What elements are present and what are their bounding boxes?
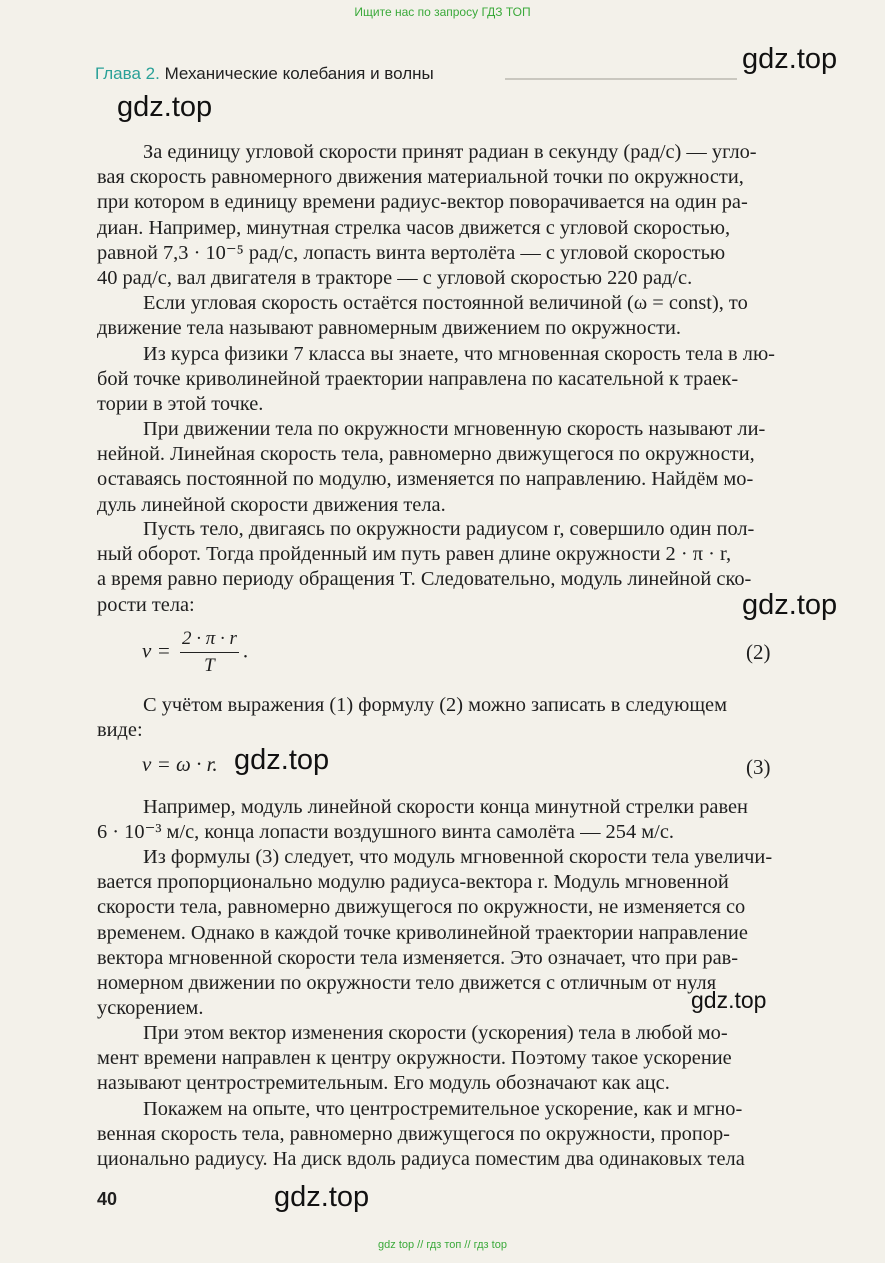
paragraph (97, 417, 872, 518)
text-line: За единицу угловой скорости принят радиан в секунду (рад/с) — угло- (143, 141, 757, 163)
paragraph (97, 517, 872, 618)
text-line: оставаясь постоянной по модулю, изменяется по направлению. Найдём мо- (97, 468, 754, 491)
text-line: мент времени направлен к центру окружности. Поэтому такое ускорение (97, 1047, 732, 1070)
paragraph (97, 845, 872, 1021)
text-line: венная скорость тела, равномерно движущегося по окружности, пропор- (97, 1123, 730, 1146)
text-line: ный оборот. Тогда пройденный им путь равен длине окружности 2 · π · r, (97, 543, 732, 566)
text-line: Покажем на опыте, что центростремительное ускорение, как и мгно- (143, 1098, 743, 1120)
watermark: gdz.top (742, 589, 838, 621)
paragraph (97, 1021, 872, 1097)
chapter-number: Глава 2. (95, 64, 160, 83)
text-line: движение тела называют равномерным движением по окружности. (97, 317, 681, 340)
text-line: вектора мгновенной скорости тела изменяется. Это означает, что при рав- (97, 946, 739, 969)
text-line: рости тела: (97, 593, 195, 616)
formula-2 (142, 628, 248, 677)
text-line: 6 · 10⁻³ м/с, конца лопасти воздушного винта самолёта — 254 м/с. (97, 821, 674, 844)
text-line: ционально радиусу. На диск вдоль радиуса поместим два одинаковых тела (97, 1148, 745, 1171)
watermark: gdz.top (117, 91, 213, 123)
formula-expression: v = ω · r. (142, 752, 218, 776)
bottom-banner[interactable]: gdz top // гдз топ // гдз top (378, 1239, 507, 1251)
text-line: 40 рад/с, вал двигателя в тракторе — с угловой скоростью 220 рад/с. (97, 267, 693, 290)
equation-number: (3) (746, 755, 771, 779)
text-line: вая скорость равномерного движения материальной точки по окружности, (97, 166, 744, 189)
text-line: ускорением. (97, 997, 204, 1020)
text-line: С учётом выражения (1) формулу (2) можно записать в следующем (143, 694, 727, 716)
text-line: нейной. Линейная скорость тела, равномерно движущегося по окружности, (97, 443, 755, 466)
watermark: gdz.top (742, 43, 838, 75)
text-line: скорости тела, равномерно движущегося по окружности, не изменяется со (97, 896, 746, 919)
text-line: при котором в единицу времени радиус-вектор поворачивается на один ра- (97, 191, 748, 214)
paragraph (97, 693, 872, 743)
formula-tail: . (242, 638, 249, 663)
paragraph (97, 1097, 872, 1173)
text-line: вается пропорционально модулю радиуса-вектора r. Модуль мгновенной (97, 871, 729, 894)
text-line: Из формулы (3) следует, что модуль мгновенной скорости тела увеличи- (143, 846, 773, 868)
text-line: временем. Однако в каждой точке криволинейной траектории направление (97, 921, 748, 944)
text-line: При движении тела по окружности мгновенную скорость называют ли- (143, 418, 766, 440)
text-line: Если угловая скорость остаётся постоянной величиной (ω = const), то (143, 292, 748, 314)
paragraph (97, 291, 872, 341)
top-banner[interactable]: Ищите нас по запросу ГДЗ ТОП (354, 5, 531, 19)
page-number: 40 (97, 1189, 118, 1209)
text-line: Из курса физики 7 класса вы знаете, что мгновенная скорость тела в лю- (143, 343, 775, 365)
chapter-header (95, 64, 434, 84)
watermark: gdz.top (234, 744, 330, 776)
text-line: бой точке криволинейной траектории направлена по касательной к траек- (97, 368, 739, 391)
fraction-denominator: T (204, 655, 215, 676)
watermark: gdz.top (691, 987, 767, 1013)
text-line: равной 7,3 · 10⁻⁵ рад/с, лопасть винта вертолёта — с угловой скоростью (97, 241, 726, 264)
paragraph (97, 342, 872, 418)
text-line: виде: (97, 719, 143, 742)
text-line: тории в этой точке. (97, 393, 264, 416)
text-line: номерном движении по окружности тело движется с отличным от нуля (97, 972, 717, 995)
text-line: называют центростремительным. Его модуль обозначают как aцс. (97, 1072, 670, 1095)
formula-3 (142, 752, 218, 777)
text-line: При этом вектор изменения скорости (ускорения) тела в любой мо- (143, 1022, 728, 1044)
text-line: а время равно периоду обращения T. Следовательно, модуль линейной ско- (97, 568, 752, 591)
text-line: Пусть тело, двигаясь по окружности радиусом r, совершило один пол- (143, 518, 755, 540)
paragraph (97, 140, 872, 291)
text-line: дуль линейной скорости движения тела. (97, 493, 446, 516)
formula-lhs: v = (142, 638, 171, 663)
chapter-rule (505, 78, 737, 80)
paragraph (97, 795, 872, 845)
fraction (180, 628, 239, 677)
equation-number: (2) (746, 640, 771, 664)
text-line: Например, модуль линейной скорости конца минутной стрелки равен (143, 796, 748, 818)
text-line: диан. Например, минутная стрелка часов движется с угловой скоростью, (97, 216, 731, 239)
fraction-numerator: 2 · π · r (180, 628, 239, 653)
chapter-title: Механические колебания и волны (164, 64, 434, 83)
watermark: gdz.top (274, 1181, 370, 1213)
